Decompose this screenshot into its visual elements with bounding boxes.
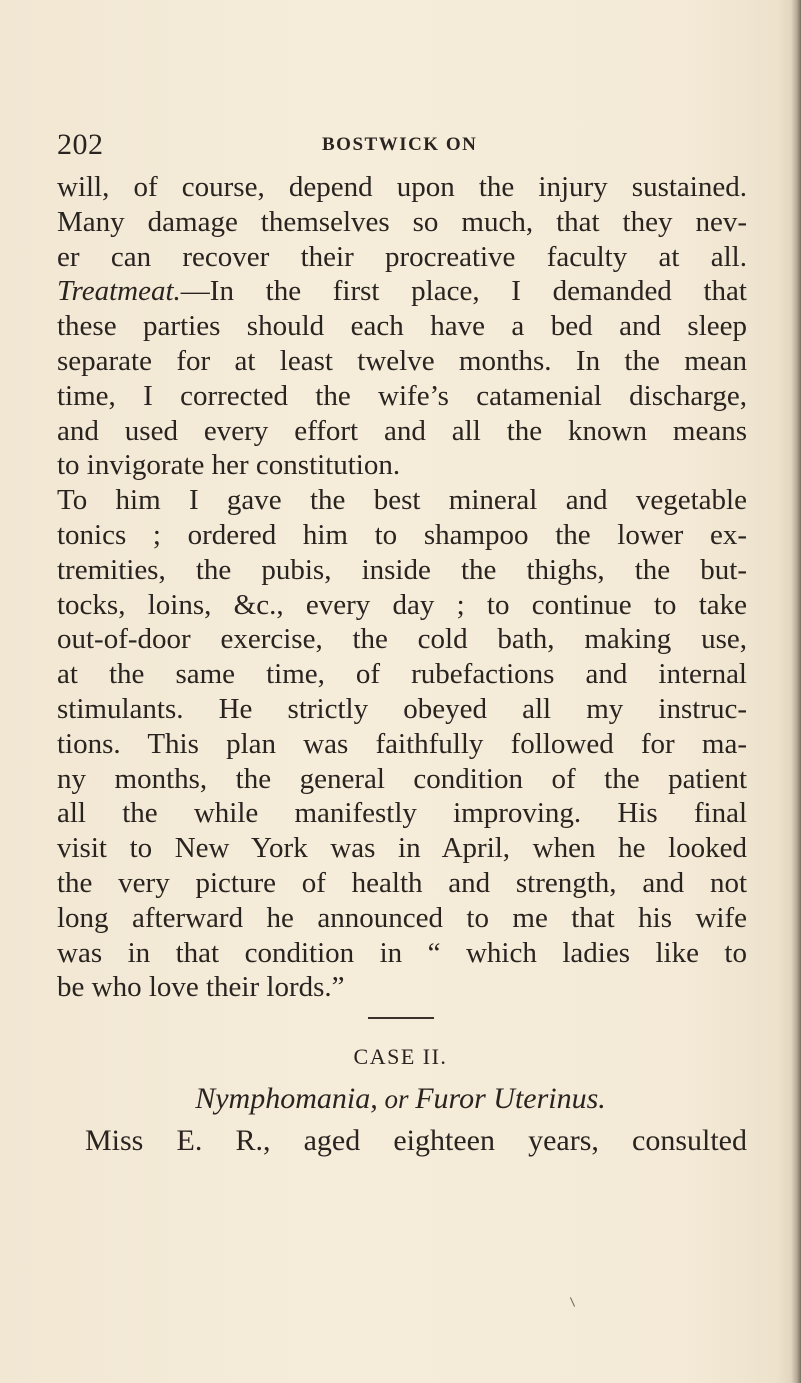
text-line: tions. This plan was faithfully followed for ma- — [57, 727, 747, 760]
body-text — [57, 170, 747, 1005]
text-line: out-of-door exercise, the cold bath, making use, — [57, 623, 747, 656]
text-line: tocks, loins, &c., every day ; to continue to take — [57, 588, 747, 621]
text-line: To him I gave the best mineral and vegetable — [57, 484, 747, 517]
text-line: long afterward he announced to me that his wife — [57, 901, 747, 934]
text-line: tonics ; ordered him to shampoo the lower ex- — [57, 518, 747, 551]
treatment-line — [57, 274, 747, 309]
case-first-line-text: Miss E. R., aged eighteen years, consulted — [85, 1124, 747, 1157]
text-line: ny months, the general condition of the patient — [57, 762, 747, 795]
text-line: at the same time, of rubefactions and internal — [57, 658, 747, 691]
treatment-label: Treatmeat. — [57, 275, 181, 308]
text-line: to invigorate her constitution. — [57, 449, 401, 482]
text-line: er can recover their procreative faculty at all. — [57, 240, 747, 273]
case-subtitle-part-1: Nymphomania, — [195, 1082, 378, 1115]
case-subtitle — [0, 1082, 801, 1116]
page-binding-shadow — [791, 0, 801, 1383]
case-subtitle-part-2: Furor Uterinus. — [415, 1082, 606, 1115]
page-header — [0, 128, 801, 168]
section-divider — [368, 1017, 434, 1019]
text-line: visit to New York was in April, when he looked — [57, 832, 747, 865]
text-line: the very picture of health and strength, and not — [57, 866, 747, 899]
stray-mark — [570, 1297, 575, 1306]
case-heading: CASE II. — [353, 1044, 448, 1069]
case-subtitle-or: or — [377, 1084, 416, 1114]
running-head: BOSTWICK ON — [322, 134, 478, 155]
case-first-line — [57, 1123, 747, 1159]
text-line: be who love their lords.” — [57, 971, 345, 1004]
text-line: stimulants. He strictly obeyed all my instruc- — [57, 692, 747, 725]
text-line: these parties should each have a bed and sleep — [57, 310, 747, 343]
page-number: 202 — [57, 128, 104, 161]
treatment-text: —In the first place, I demanded that — [180, 275, 747, 308]
text-line: was in that condition in “ which ladies like to — [57, 936, 747, 969]
text-line: all the while manifestly improving. His final — [57, 797, 747, 830]
text-line: Many damage themselves so much, that they nev- — [57, 205, 747, 238]
text-line: separate for at least twelve months. In the mean — [57, 344, 747, 377]
text-line: will, of course, depend upon the injury sustained. — [57, 171, 747, 203]
text-line: tremities, the pubis, inside the thighs, the but- — [57, 553, 747, 586]
text-line: and used every effort and all the known means — [57, 414, 747, 447]
text-line: time, I corrected the wife’s catamenial discharge, — [57, 379, 747, 412]
